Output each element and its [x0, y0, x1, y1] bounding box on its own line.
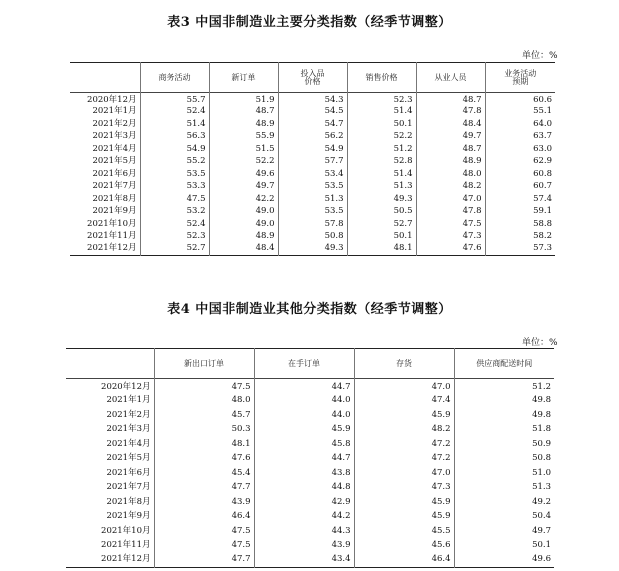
table4 [66, 348, 554, 568]
row-label-month: 2021年5月 [92, 156, 137, 166]
table-cell: 49.7 [416, 130, 485, 143]
table4-unit: 单位：% [522, 338, 558, 348]
table3-header-0 [70, 63, 140, 93]
table-cell: 48.4 [416, 118, 485, 131]
table-cell: 44.7 [254, 379, 354, 394]
table-cell: 49.7 [454, 524, 554, 539]
table-row [70, 243, 555, 256]
table-cell: 45.7 [154, 408, 254, 423]
table-cell: 52.4 [140, 218, 209, 231]
row-label-month: 2021年5月 [106, 453, 151, 463]
table-cell: 43.4 [254, 553, 354, 568]
table4-header-1: 新出口订单 [154, 349, 254, 379]
table-cell: 59.1 [485, 205, 555, 218]
row-label-month: 2021年4月 [106, 438, 151, 449]
table-cell: 47.5 [154, 524, 254, 539]
table-cell: 48.7 [416, 93, 485, 106]
table-row [66, 451, 554, 466]
table-cell: 47.5 [416, 218, 485, 231]
table-cell: 49.0 [209, 218, 278, 231]
table-cell: 53.3 [140, 180, 209, 193]
table-cell: 60.7 [485, 180, 555, 193]
table-cell: 49.8 [454, 393, 554, 408]
table-cell: 47.2 [354, 437, 454, 452]
row-label-month: 2021年6月 [106, 467, 151, 478]
table-cell: 53.2 [140, 205, 209, 218]
table-cell: 47.3 [354, 480, 454, 495]
table-cell: 51.2 [347, 143, 416, 156]
row-label-month: 2021年2月 [106, 409, 151, 420]
table-cell: 55.9 [209, 130, 278, 143]
table-row [70, 230, 555, 243]
table-cell: 43.9 [254, 538, 354, 553]
table-cell: 63.0 [485, 143, 555, 156]
table-cell: 45.4 [154, 466, 254, 481]
table-cell: 48.9 [209, 230, 278, 243]
table-cell: 47.4 [354, 393, 454, 408]
table-cell: 45.6 [354, 538, 454, 553]
table-cell: 54.5 [278, 105, 347, 118]
table-row [66, 524, 554, 539]
table-cell: 48.1 [347, 243, 416, 256]
table-row [70, 118, 555, 131]
table-cell: 64.0 [485, 118, 555, 131]
table-cell: 56.2 [278, 130, 347, 143]
table-cell: 47.5 [154, 379, 254, 394]
table-cell: 52.7 [140, 243, 209, 256]
table4-header-4: 供应商配送时间 [454, 349, 554, 379]
row-label-month: 2021年4月 [92, 143, 137, 154]
table-cell: 47.7 [154, 480, 254, 495]
table-row [70, 130, 555, 143]
table-cell: 55.1 [485, 105, 555, 118]
table-cell: 47.0 [354, 379, 454, 394]
table-cell: 57.8 [278, 218, 347, 231]
table-cell: 53.5 [278, 205, 347, 218]
row-label-month: 2021年11月 [87, 231, 137, 241]
table-cell: 50.5 [347, 205, 416, 218]
table-cell: 52.2 [347, 130, 416, 143]
table4-body [66, 379, 554, 568]
table-cell: 51.3 [454, 480, 554, 495]
table4-header-3: 存货 [354, 349, 454, 379]
table-cell: 48.9 [416, 155, 485, 168]
table-cell: 47.0 [416, 193, 485, 206]
table-row [70, 218, 555, 231]
table-cell: 44.0 [254, 393, 354, 408]
table4-header-row [66, 349, 554, 379]
table-cell: 49.3 [347, 193, 416, 206]
table-cell: 54.3 [278, 93, 347, 106]
row-label-month: 2021年3月 [92, 131, 137, 141]
table-cell: 52.8 [347, 155, 416, 168]
table-cell: 42.9 [254, 495, 354, 510]
table-cell: 55.7 [140, 93, 209, 106]
table-cell: 43.9 [154, 495, 254, 510]
table-cell: 51.3 [278, 193, 347, 206]
row-label-month: 2020年12月 [101, 382, 151, 393]
table-cell: 49.6 [454, 553, 554, 568]
table-cell: 47.6 [416, 243, 485, 256]
table-cell: 51.4 [347, 105, 416, 118]
table-cell: 51.3 [347, 180, 416, 193]
table-row [70, 93, 555, 106]
table-cell: 50.1 [347, 230, 416, 243]
table-row [66, 553, 554, 568]
row-label-month: 2021年6月 [92, 168, 137, 179]
table-cell: 45.5 [354, 524, 454, 539]
row-label-month: 2021年12月 [101, 554, 151, 565]
table-row [70, 105, 555, 118]
table-row [70, 180, 555, 193]
table-cell: 45.9 [354, 509, 454, 524]
table3 [70, 62, 555, 256]
table-cell: 49.8 [454, 408, 554, 423]
table3-header-2: 新订单 [209, 63, 278, 93]
table-cell: 48.4 [209, 243, 278, 256]
table-cell: 48.9 [209, 118, 278, 131]
table-cell: 49.6 [209, 168, 278, 181]
table-cell: 50.1 [454, 538, 554, 553]
table-cell: 50.4 [454, 509, 554, 524]
row-label-month: 2021年1月 [106, 395, 151, 405]
row-label-month: 2021年3月 [106, 424, 151, 434]
table-cell: 62.9 [485, 155, 555, 168]
table-cell: 51.4 [347, 168, 416, 181]
table-cell: 47.3 [416, 230, 485, 243]
table4-header-2: 在手订单 [254, 349, 354, 379]
table-row [66, 379, 554, 394]
table-cell: 48.2 [354, 422, 454, 437]
table-row [66, 495, 554, 510]
table-cell: 52.3 [140, 230, 209, 243]
table-cell: 63.7 [485, 130, 555, 143]
table-cell: 49.7 [209, 180, 278, 193]
table-row [66, 480, 554, 495]
table-row [70, 168, 555, 181]
row-label-month: 2021年9月 [106, 511, 151, 521]
row-label-month: 2021年7月 [92, 181, 137, 191]
table-cell: 49.2 [454, 495, 554, 510]
table-cell: 47.2 [354, 451, 454, 466]
table-cell: 52.7 [347, 218, 416, 231]
table-cell: 44.2 [254, 509, 354, 524]
table-cell: 50.8 [278, 230, 347, 243]
row-label-month: 2021年10月 [87, 218, 137, 229]
table-cell: 52.3 [347, 93, 416, 106]
table-cell: 47.6 [154, 451, 254, 466]
table-cell: 45.8 [254, 437, 354, 452]
table-cell: 54.9 [278, 143, 347, 156]
table-cell: 48.0 [154, 393, 254, 408]
table-row [66, 393, 554, 408]
table-cell: 46.4 [154, 509, 254, 524]
row-label-month: 2021年10月 [101, 525, 151, 536]
table4-title: 表4 中国非制造业其他分类指数（经季节调整） [167, 302, 452, 317]
row-label-month: 2021年9月 [92, 206, 137, 216]
table-cell: 44.7 [254, 451, 354, 466]
table-cell: 47.5 [140, 193, 209, 206]
table-cell: 57.7 [278, 155, 347, 168]
table-cell: 51.2 [454, 379, 554, 394]
table-cell: 51.8 [454, 422, 554, 437]
table-cell: 50.1 [347, 118, 416, 131]
table3-header-row [70, 63, 555, 93]
table-cell: 60.6 [485, 93, 555, 106]
table-cell: 45.9 [354, 495, 454, 510]
table3-title: 表3 中国非制造业主要分类指数（经季节调整） [167, 15, 452, 30]
table-row [66, 509, 554, 524]
table-cell: 51.5 [209, 143, 278, 156]
table4-header-0 [66, 349, 154, 379]
table-cell: 54.9 [140, 143, 209, 156]
table-cell: 57.3 [485, 243, 555, 256]
table-cell: 57.4 [485, 193, 555, 206]
table-cell: 48.7 [416, 143, 485, 156]
table3-unit: 单位：% [522, 51, 558, 61]
table-cell: 43.8 [254, 466, 354, 481]
row-label-month: 2021年11月 [101, 540, 151, 550]
table-cell: 60.8 [485, 168, 555, 181]
table-cell: 51.4 [140, 118, 209, 131]
table-cell: 53.5 [278, 180, 347, 193]
table-cell: 50.9 [454, 437, 554, 452]
table-row [66, 437, 554, 452]
table-cell: 47.8 [416, 105, 485, 118]
table-cell: 52.2 [209, 155, 278, 168]
table-cell: 44.8 [254, 480, 354, 495]
table3-header-4: 销售价格 [347, 63, 416, 93]
table-cell: 53.5 [140, 168, 209, 181]
table-cell: 46.4 [354, 553, 454, 568]
table-cell: 47.5 [154, 538, 254, 553]
table3-header-6: 业务活动 预期 [485, 63, 555, 93]
row-label-month: 2021年7月 [106, 482, 151, 492]
table3-header-5: 从业人员 [416, 63, 485, 93]
table-cell: 47.8 [416, 205, 485, 218]
table-cell: 50.8 [454, 451, 554, 466]
table-cell: 45.9 [254, 422, 354, 437]
table-cell: 44.3 [254, 524, 354, 539]
table-row [66, 408, 554, 423]
table-cell: 48.1 [154, 437, 254, 452]
table-cell: 58.8 [485, 218, 555, 231]
row-label-month: 2021年8月 [106, 496, 151, 507]
table-cell: 47.0 [354, 466, 454, 481]
table-row [70, 143, 555, 156]
table-cell: 49.3 [278, 243, 347, 256]
table-row [66, 538, 554, 553]
table-cell: 52.4 [140, 105, 209, 118]
table3-header-1: 商务活动 [140, 63, 209, 93]
table-cell: 51.9 [209, 93, 278, 106]
table-row [70, 193, 555, 206]
table-cell: 48.7 [209, 105, 278, 118]
row-label-month: 2021年12月 [87, 243, 137, 254]
table-cell: 45.9 [354, 408, 454, 423]
table-cell: 53.4 [278, 168, 347, 181]
table-cell: 56.3 [140, 130, 209, 143]
row-label-month: 2021年8月 [92, 193, 137, 204]
table3-header-3: 投入品 价格 [278, 63, 347, 93]
table-cell: 51.0 [454, 466, 554, 481]
row-label-month: 2021年2月 [92, 118, 137, 129]
row-label-month: 2020年12月 [87, 95, 137, 106]
table-row [70, 155, 555, 168]
table-cell: 54.7 [278, 118, 347, 131]
table-cell: 47.7 [154, 553, 254, 568]
table-cell: 58.2 [485, 230, 555, 243]
table-row [66, 466, 554, 481]
table-row [66, 422, 554, 437]
table3-body [70, 93, 555, 256]
table-cell: 42.2 [209, 193, 278, 206]
row-label-month: 2021年1月 [92, 106, 137, 116]
table-cell: 48.2 [416, 180, 485, 193]
table-cell: 44.0 [254, 408, 354, 423]
table-cell: 49.0 [209, 205, 278, 218]
table-row [70, 205, 555, 218]
table-cell: 55.2 [140, 155, 209, 168]
table-cell: 48.0 [416, 168, 485, 181]
table-cell: 50.3 [154, 422, 254, 437]
